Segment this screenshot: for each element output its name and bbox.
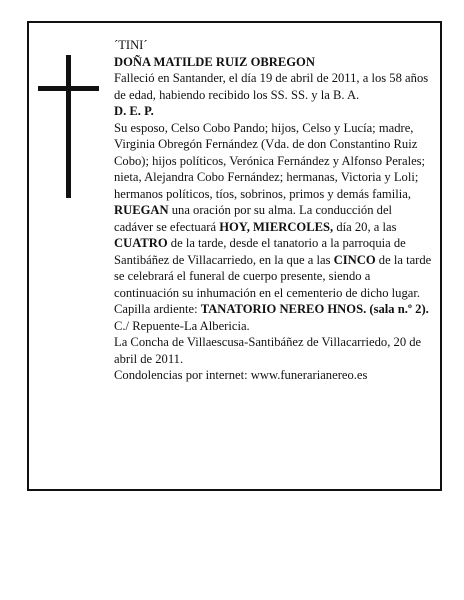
condolences-line: Condolencias por internet: www.funerarianereo.es [114, 368, 368, 382]
dep-line: D. E. P. [114, 104, 154, 118]
death-notice: Falleció en Santander, el día 19 de abril de 2011, a los 58 años de edad, habiendo recibido los SS. SS. y la B. A. [114, 71, 429, 102]
place-date: La Concha de Villaescusa-Santibáñez de Villacarriedo, 20 de abril de 2011. [114, 335, 422, 366]
nickname: ´TINI´ [114, 38, 148, 52]
deceased-name: DOÑA MATILDE RUIZ OBREGON [114, 54, 315, 69]
cross-icon-bar [38, 86, 99, 91]
family-list: Su esposo, Celso Cobo Pando; hijos, Celso y Lucía; madre, Virginia Obregón Fernández (Vda. de don Constantino Ruiz Cobo); hijos políticos, Verónica Fernández y Alfonso Perales; nieta, Alejandra Cobo Fernández; hermanas, Victoria y Loli; hermanos políticos, tíos, sobrinos, primos y demás familia, [114, 120, 426, 201]
cross-icon [66, 55, 71, 198]
service-details: RUEGAN una oración por su alma. La conducción del cadáver se efectuará HOY, MIERCOLES, día 20, a las CUATRO de la tarde, desde el tanatorio a la parroquia de Santibáñez de Villacarriedo, en la que a las CINCO de la tarde se celebrará el funeral de cuerpo presente, siendo a continuación su inhumación en el cementerio de dicho lugar. Capilla ardiente: TANATORIO NEREO HNOS. (sala n.º 2). C./ Repuente-La Albericia. [114, 203, 432, 333]
obituary-text [114, 37, 432, 384]
